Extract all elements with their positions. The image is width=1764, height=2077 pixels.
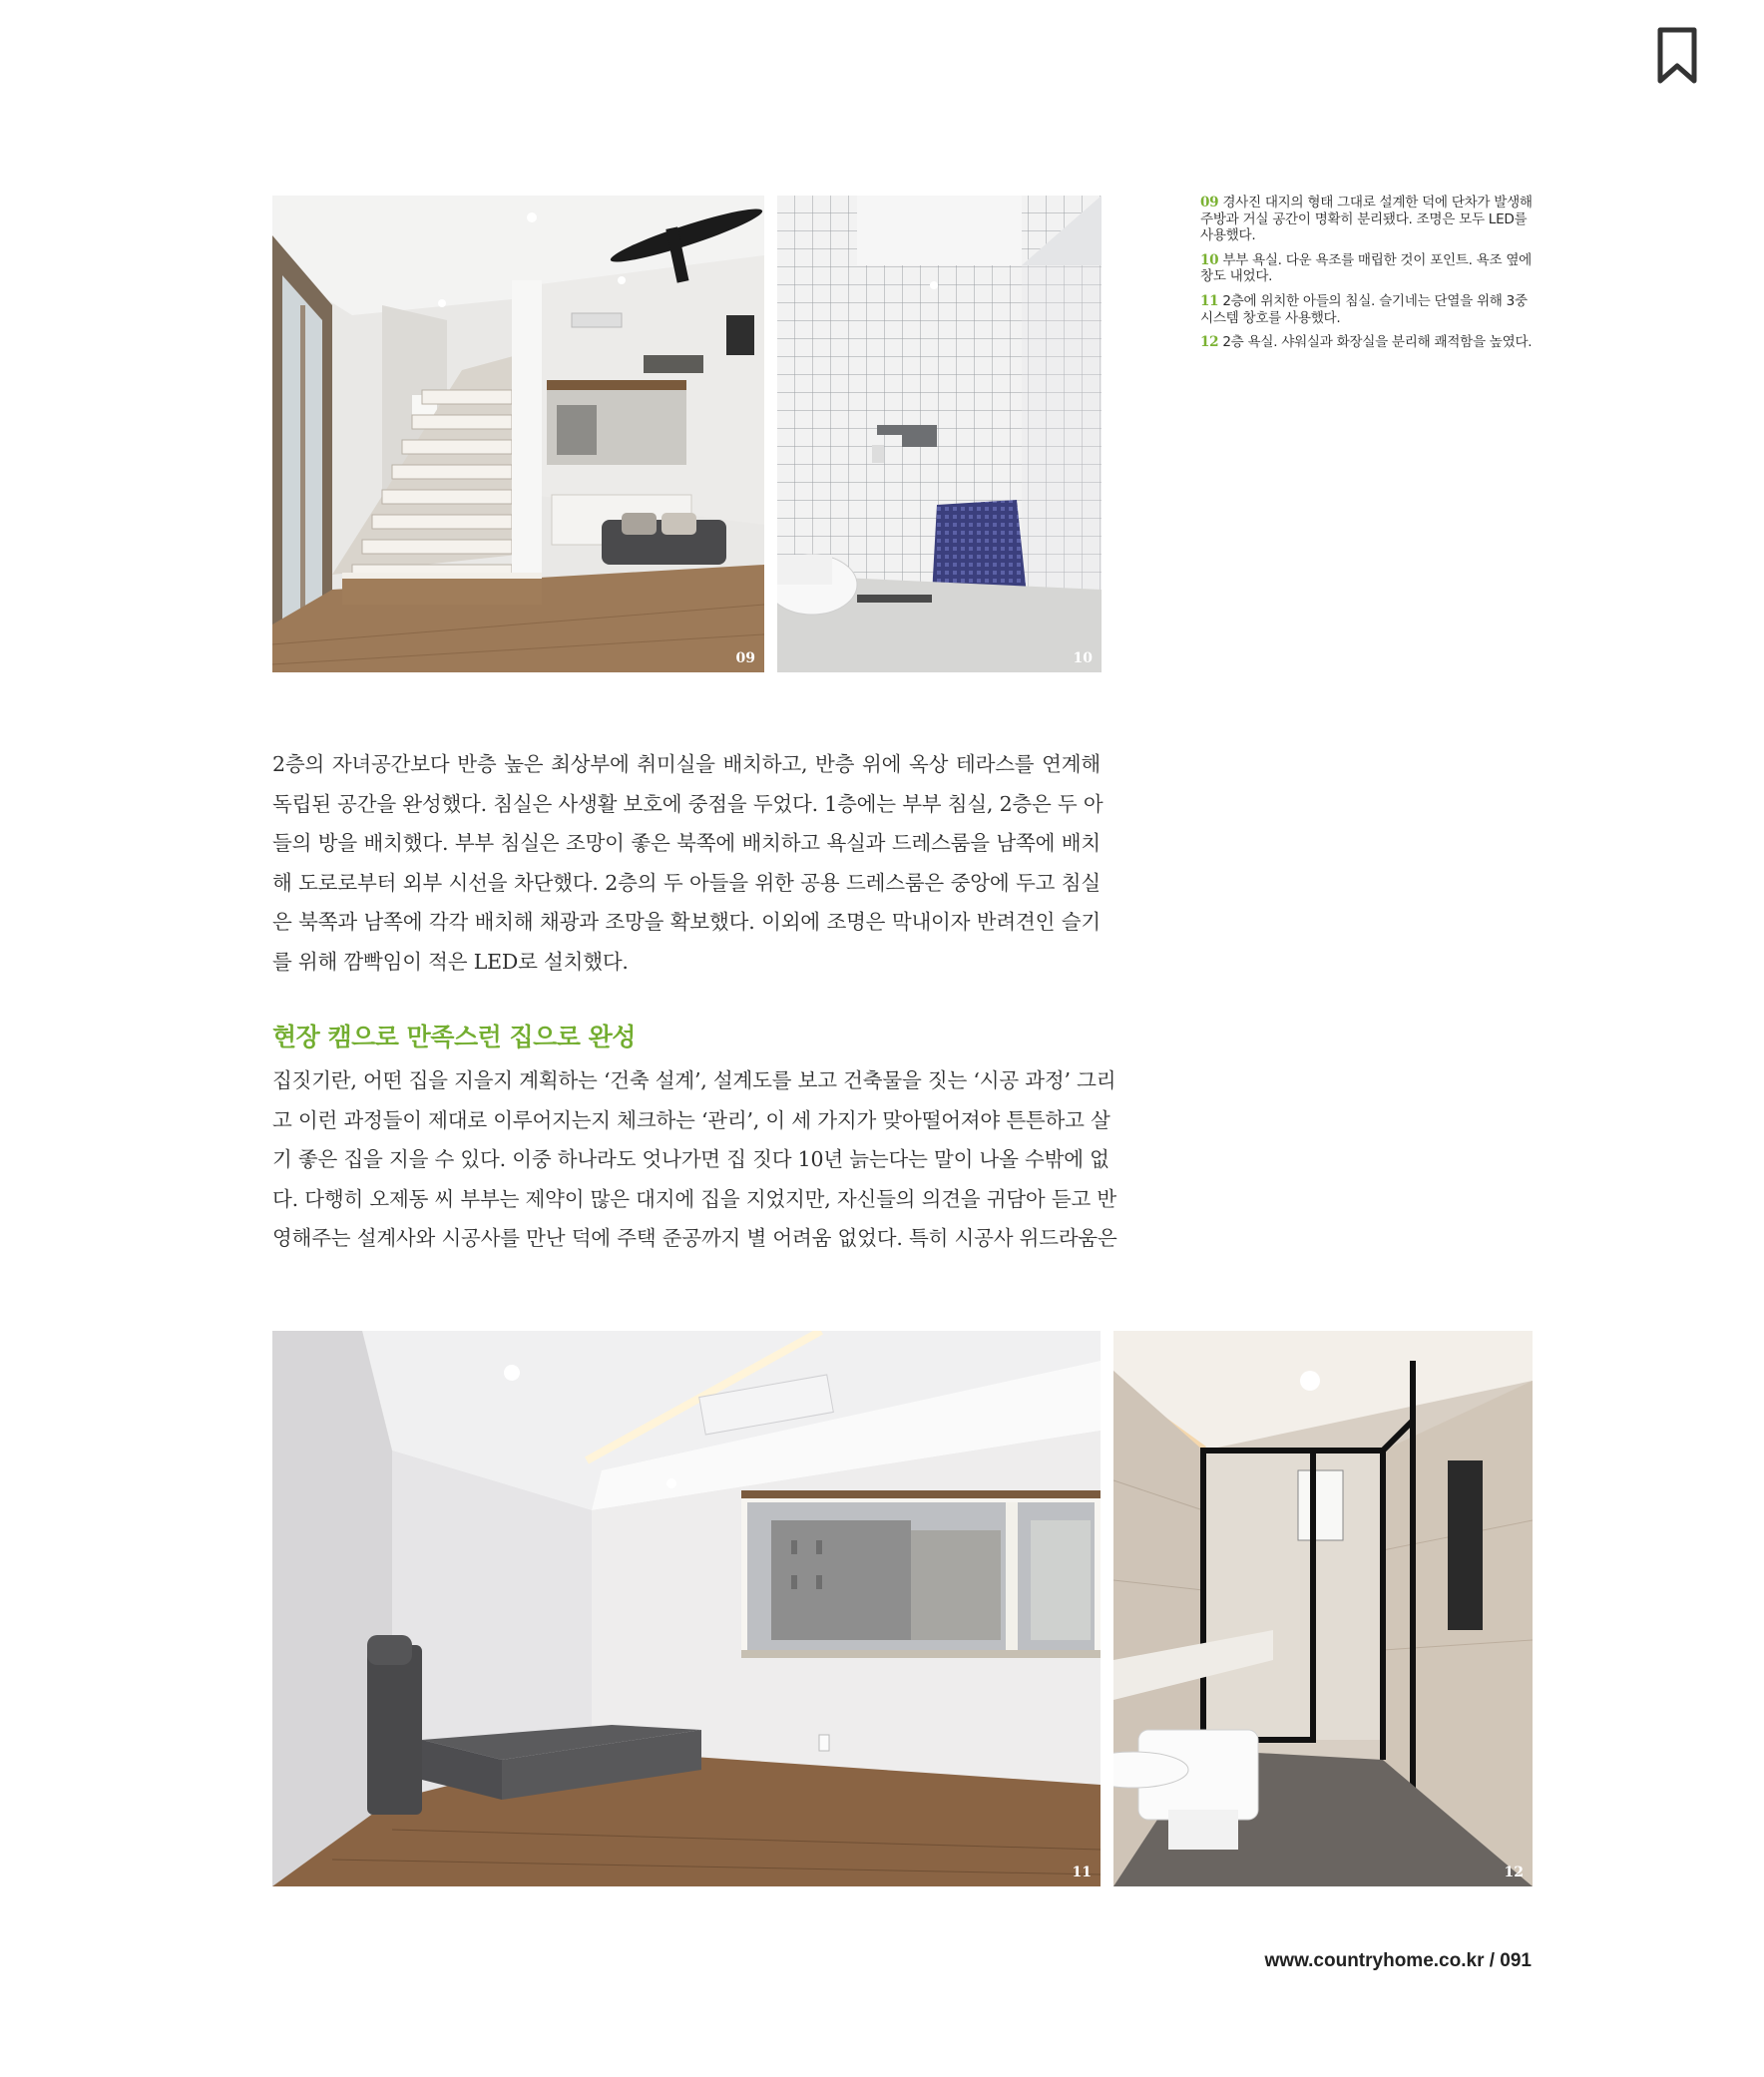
caption-12: 12 2층 욕실. 샤워실과 화장실을 분리해 쾌적함을 높였다. [1200,334,1533,351]
caption-10: 10 부부 욕실. 다운 욕조를 매립한 것이 포인트. 욕조 옆에 창도 내었다. [1200,251,1533,285]
photo-captions [1200,195,1534,359]
photo-12-bathroom [1113,1331,1533,1886]
photo-number: 12 [1504,1865,1524,1880]
photo-10-master-bath [777,196,1102,672]
body-paragraph-1: 2층의 자녀공간보다 반층 높은 최상부에 취미실을 배치하고, 반층 위에 옥상 테라스를 연계해 독립된 공간을 완성했다. 침실은 사생활 보호에 중점을 두었다. 1층에는 부부 침실, 2층은 두 아 들의 방을 배치했다. 부부 침실은 조망이 좋은 북쪽에 배치하고 욕실과 드레스룸을 남쪽에 배치 해 도로로부터 외부 시선을 차단했다. 2층의 두 아들을 위한 공용 드레스룸은 중앙에 두고 침실 은 북쪽과 남쪽에 각각 배치해 채광과 조망을 확보했다. 이외에 조명은 막내이자 반려견인 슬기 를 위해 깜빡임이 적은 LED로 설치했다. [272,752,1103,974]
section-heading: 현장 캠으로 만족스런 집으로 완성 [272,1023,636,1051]
caption-09: 09 경사진 대지의 형태 그대로 설계한 덕에 단차가 발생해 주방과 거실 공간이 명확히 분리됐다. 조명은 모두 LED를 사용했다. [1200,195,1533,244]
caption-11: 11 2층에 위치한 아들의 침실. 슬기네는 단열을 위해 3중 시스템 창호를 사용했다. [1200,292,1528,326]
bookmark-icon[interactable] [1652,26,1702,86]
photo-number: 09 [735,650,755,666]
page-footer-url-page-number: www.countryhome.co.kr / 091 [1264,1950,1532,1971]
photo-number: 11 [1072,1865,1092,1880]
body-paragraph-2: 집짓기란, 어떤 집을 지을지 계획하는 ‘건축 설계’, 설계도를 보고 건축물을 짓는 ‘시공 과정’ 그리 고 이런 과정들이 제대로 이루어지는지 체크하는 ‘관리’, 이 세 가지가 맞아떨어져야 튼튼하고 살 기 좋은 집을 지을 수 있다. 이중 하나라도 엇나가면 집 짓다 10년 늙는다는 말이 나올 수밖에 없 다. 다행히 오제동 씨 부부는 제약이 많은 대지에 집을 지었지만, 자신들의 의견을 귀담아 듣고 반 영해주는 설계사와 시공사를 만난 덕에 주택 준공까지 별 어려움 없었다. 특히 시공사 위드라움은 [272,1068,1117,1251]
photo-number: 10 [1073,650,1093,666]
photo-11-bedroom [272,1331,1101,1886]
photo-09-living-room [272,196,764,672]
